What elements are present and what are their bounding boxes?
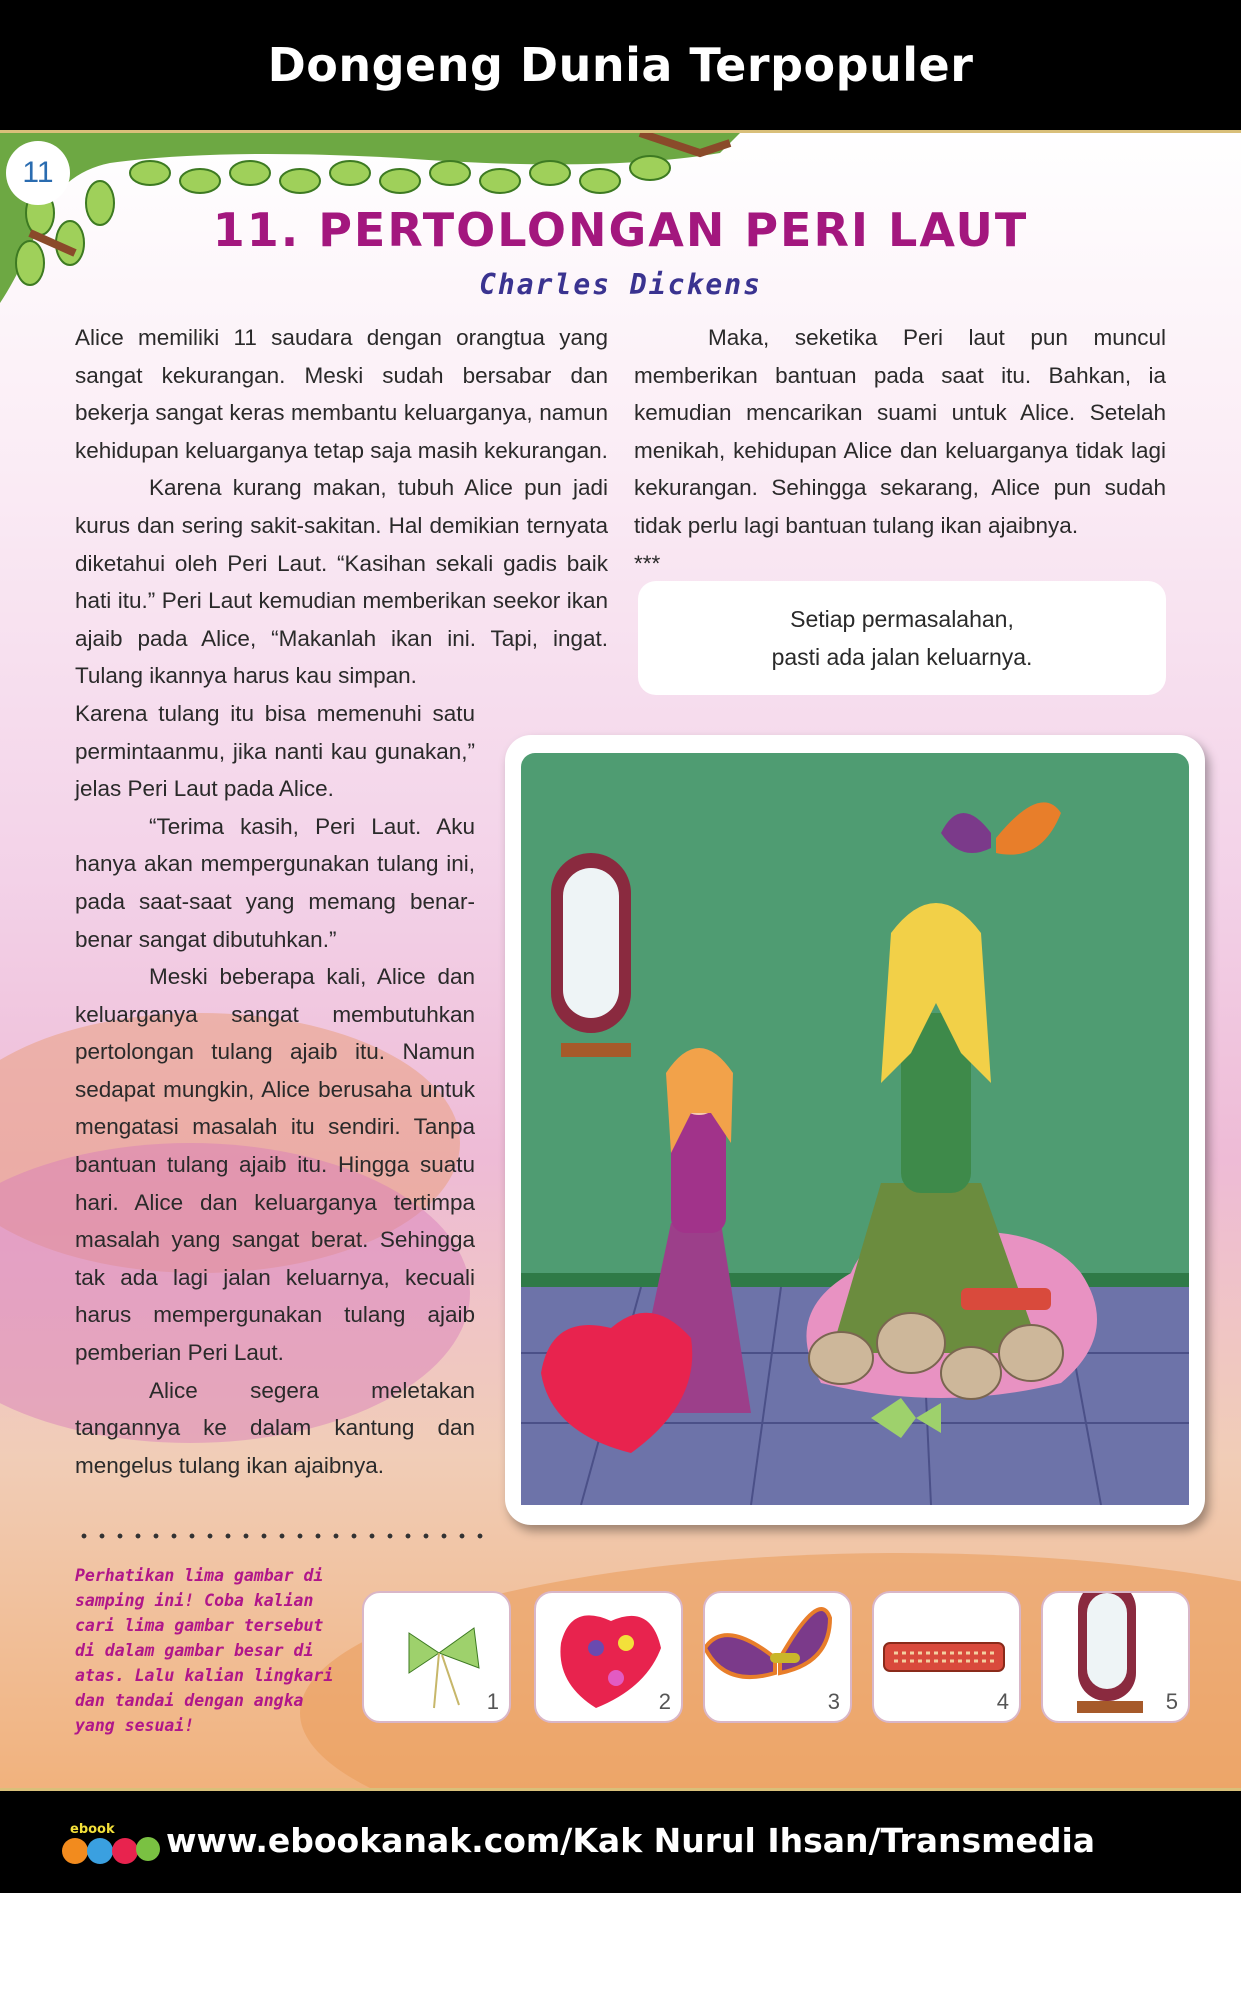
ebookanak-logo [60, 1819, 160, 1869]
item-number: 5 [1165, 1689, 1178, 1714]
story-column-right [634, 319, 1166, 582]
comb-icon [961, 1288, 1051, 1310]
story-paragraph: Meski beberapa kali, Alice dan keluarganya sangat membutuhkan pertolongan tulang ajaib itu. Namun sedapat mungkin, Alice berusaha untuk mengatasi masalah itu sendiri. Tanpa bantuan tulang ajaib itu. Hingga suatu hari. Alice dan keluarganya tertimpa masalah yang sangat berat. Sehingga tak ada lagi jalan keluarnya, kecuali harus mempergunakan tulang ajaib pemberian Peri Laut. [75, 964, 475, 1366]
moral-line: pasti ada jalan keluarnya. [771, 644, 1033, 670]
illustration-scene [521, 753, 1189, 1505]
story-author: Charles Dickens [479, 268, 762, 301]
story-paragraph: Karena kurang makan, tubuh Alice pun jadi kurus dan sering sakit-sakitan. Hal demikian ternyata diketahui oleh Peri Laut. “Kasihan sekali gadis baik hati itu.” Peri Laut kemudian memberikan seekor ikan ajaib pada Alice, “Makanlah ikan ini. Tapi, ingat. Tulang ikannya harus kau simpan. [75, 475, 608, 689]
find-item-3 [703, 1591, 852, 1723]
item-number: 3 [827, 1689, 840, 1714]
page-number: 11 [6, 141, 70, 205]
story-paragraph: Maka, seketika Peri laut pun muncul memberikan bantuan pada saat itu. Bahkan, ia kemudian mencarikan suami untuk Alice. Setelah menikah, kehidupan Alice dan keluarganya tidak lagi kekurangan. Sehingga sekarang, Alice pun sudah tidak perlu lagi bantuan tulang ikan ajaibnya. [634, 325, 1166, 538]
find-item-1 [362, 1591, 511, 1723]
dotted-divider [75, 1533, 485, 1539]
item-number: 4 [996, 1689, 1009, 1714]
item-number: 2 [658, 1689, 671, 1714]
book-title: Dongeng Dunia Terpopuler [267, 38, 974, 92]
header-bar [0, 0, 1241, 133]
find-item-4 [872, 1591, 1021, 1723]
story-title: 11. PERTOLONGAN PERI LAUT [212, 203, 1029, 257]
moral-line: Setiap permasalahan, [790, 606, 1014, 632]
story-page [0, 133, 1241, 1788]
story-end-mark: *** [634, 550, 661, 576]
footer-bar [0, 1788, 1241, 1960]
item-number: 1 [486, 1689, 499, 1714]
story-paragraph: Alice memiliki 11 saudara dengan orangtua yang sangat kekurangan. Meski sudah bersabar dan bekerja sangat keras membantu keluarganya, namun kehidupan keluarganya tetap saja masih kekurangan. [75, 325, 608, 463]
story-illustration [505, 735, 1205, 1525]
story-paragraph: Karena tulang itu bisa memenuhi satu permintaanmu, jika nanti kau gunakan,” jelas Peri Laut pada Alice. [75, 700, 475, 802]
story-paragraph: Alice segera meletakan tangannya ke dalam kantung dan mengelus tulang ikan ajaibnya. [75, 1377, 475, 1478]
moral-box [638, 581, 1166, 695]
footer-url: www.ebookanak.com/Kak Nurul Ihsan/Transmedia Pustaka [166, 1821, 1096, 1960]
activity-instruction: Perhatikan lima gambar di samping ini! Coba kalian cari lima gambar tersebut di dalam gambar besar di atas. Lalu kalian lingkari dan tandai dengan angka yang sesuai! [75, 1566, 334, 1735]
story-paragraph: “Terima kasih, Peri Laut. Aku hanya akan mempergunakan tulang ini, pada saat-saat yang memang benar-benar sangat dibutuhkan.” [75, 813, 475, 952]
find-item-5 [1041, 1591, 1190, 1723]
find-item-2 [534, 1591, 683, 1723]
svg-text:ebook: ebook [70, 1822, 115, 1837]
